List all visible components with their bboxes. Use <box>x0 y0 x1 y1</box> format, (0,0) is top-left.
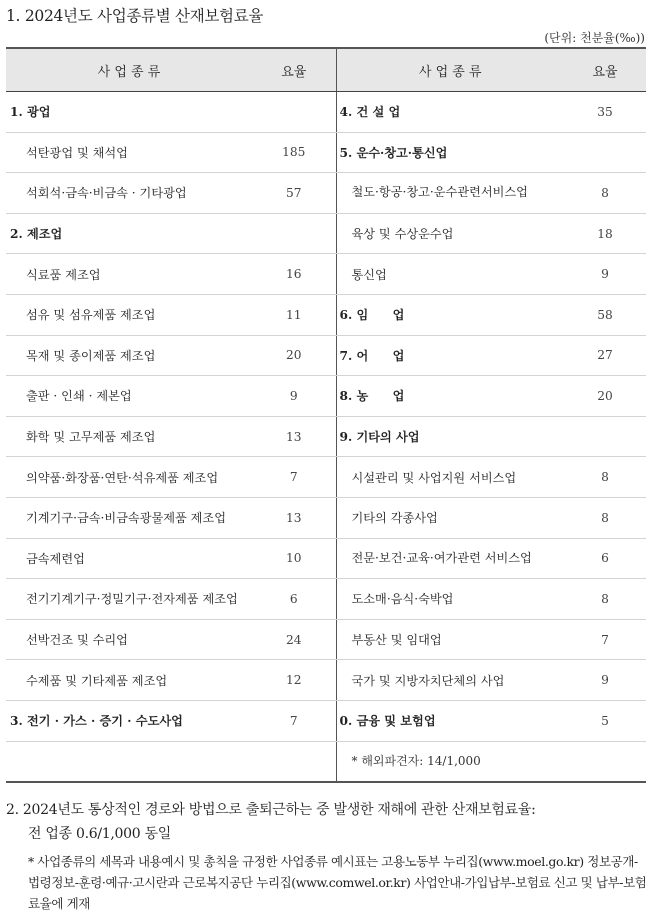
right-category-cell <box>336 294 564 335</box>
left-rate-cell <box>252 213 336 254</box>
subcategory-label: 전기기계기구·정밀기구·전자제품 제조업 <box>26 592 238 607</box>
right-rate-cell: 8 <box>564 173 646 214</box>
left-category-cell <box>6 173 252 214</box>
subcategory-label: 출판 · 인쇄 · 제본업 <box>26 389 132 404</box>
header-rate-left: 요율 <box>252 48 336 92</box>
category-label: 1. 광업 <box>10 105 51 120</box>
left-rate-cell: 13 <box>252 416 336 457</box>
category-label: 0. 금융 및 보험업 <box>339 714 436 729</box>
right-rate-cell: 20 <box>564 376 646 417</box>
right-rate-cell: 35 <box>564 92 646 133</box>
table-row <box>6 619 646 660</box>
left-category-cell <box>6 376 252 417</box>
right-rate-cell: 9 <box>564 254 646 295</box>
subcategory-label: 석회석·금속·비금속 · 기타광업 <box>26 186 187 201</box>
left-rate-cell: 11 <box>252 294 336 335</box>
section-2-heading: 2. 2024년도 통상적인 경로와 방법으로 출퇴근하는 중 발생한 재해에 관한 산재보험료율: <box>6 802 536 818</box>
left-rate-cell: 6 <box>252 579 336 620</box>
subcategory-label: 도소매·음식·숙박업 <box>351 592 454 607</box>
left-category-cell <box>6 213 252 254</box>
right-rate-cell: 8 <box>564 497 646 538</box>
left-rate-cell: 7 <box>252 700 336 741</box>
right-category-cell <box>336 538 564 579</box>
subcategory-label: 육상 및 수상운수업 <box>351 227 454 242</box>
subcategory-label: 시설관리 및 사업지원 서비스업 <box>351 470 517 485</box>
unit-label: (단위: 천분율(‰)) <box>544 31 645 45</box>
left-category-cell <box>6 538 252 579</box>
right-rate-cell: 7 <box>564 619 646 660</box>
right-rate-cell: 9 <box>564 660 646 701</box>
subcategory-label: 화학 및 고무제품 제조업 <box>26 430 156 445</box>
right-rate-cell <box>564 416 646 457</box>
subcategory-label: 석탄광업 및 채석업 <box>26 145 128 160</box>
category-label: 5. 운수·창고·통신업 <box>339 145 448 160</box>
table-row <box>6 254 646 295</box>
left-category-cell <box>6 497 252 538</box>
category-label: 3. 전기 · 가스 · 증기 · 수도사업 <box>10 714 183 729</box>
right-category-cell <box>336 213 564 254</box>
right-category-cell <box>336 416 564 457</box>
right-category-cell <box>336 741 564 782</box>
rates-table <box>6 47 646 783</box>
left-category-cell <box>6 416 252 457</box>
right-category-cell <box>336 579 564 620</box>
table-row <box>6 457 646 498</box>
left-rate-cell <box>252 741 336 782</box>
subcategory-label: 섬유 및 섬유제품 제조업 <box>26 308 156 323</box>
left-category-cell <box>6 700 252 741</box>
left-category-cell <box>6 335 252 376</box>
subcategory-label: 수제품 및 기타제품 제조업 <box>26 673 168 688</box>
category-label: 6. 임 업 <box>339 308 405 323</box>
left-rate-cell: 13 <box>252 497 336 538</box>
right-rate-cell: 6 <box>564 538 646 579</box>
left-category-cell <box>6 660 252 701</box>
left-rate-cell: 10 <box>252 538 336 579</box>
subcategory-label: 의약품·화장품·연탄·석유제품 제조업 <box>26 470 219 485</box>
right-category-cell <box>336 376 564 417</box>
left-rate-cell: 12 <box>252 660 336 701</box>
subcategory-label: 통신업 <box>351 267 387 282</box>
left-rate-cell: 7 <box>252 457 336 498</box>
subcategory-label: 선박건조 및 수리업 <box>26 633 128 648</box>
footnote: * 사업종류의 세목과 내용예시 및 총칙을 규정한 사업종류 예시표는 고용노동부 누리집(www.moel.go.kr) 정보공개-법령정보-훈령·예규·고시란과 근로복지공단 누리집(www.comwel.or.kr) 사업안내-가입납부-보험료 신고 및 납부-보험료율에 게재 <box>28 854 647 911</box>
right-rate-cell: 58 <box>564 294 646 335</box>
left-category-cell <box>6 579 252 620</box>
right-category-cell <box>336 254 564 295</box>
section-2-rate: 전 업종 0.6/1,000 동일 <box>28 826 171 842</box>
right-category-cell <box>336 700 564 741</box>
table-row <box>6 497 646 538</box>
category-label: 9. 기타의 사업 <box>339 430 420 445</box>
right-rate-cell: 5 <box>564 700 646 741</box>
left-category-cell <box>6 92 252 133</box>
page-title: 1. 2024년도 사업종류별 산재보험료율 <box>6 7 264 25</box>
left-rate-cell <box>252 92 336 133</box>
header-category-right: 사 업 종 류 <box>336 48 564 92</box>
table-row <box>6 294 646 335</box>
table-body <box>6 92 646 783</box>
right-category-cell <box>336 457 564 498</box>
section-2 <box>6 798 656 846</box>
left-category-cell <box>6 254 252 295</box>
category-label: 8. 농 업 <box>339 389 405 404</box>
right-category-cell <box>336 619 564 660</box>
table-header-row <box>6 48 646 92</box>
subcategory-label: 기타의 각종사업 <box>351 511 438 526</box>
table-row <box>6 335 646 376</box>
right-category-cell <box>336 497 564 538</box>
right-category-cell <box>336 92 564 133</box>
subcategory-label: 철도·항공·창고·운수관련서비스업 <box>351 185 528 200</box>
left-rate-cell: 9 <box>252 376 336 417</box>
category-label: 7. 어 업 <box>339 348 405 363</box>
left-category-cell <box>6 741 252 782</box>
table-row <box>6 538 646 579</box>
subcategory-label: 국가 및 지방자치단체의 사업 <box>351 673 505 688</box>
subcategory-label: 식료품 제조업 <box>26 267 101 282</box>
table-row <box>6 741 646 782</box>
left-rate-cell: 16 <box>252 254 336 295</box>
right-rate-cell <box>564 741 646 782</box>
table-row <box>6 579 646 620</box>
right-rate-cell: 8 <box>564 579 646 620</box>
left-rate-cell: 24 <box>252 619 336 660</box>
category-label: 2. 제조업 <box>10 227 63 242</box>
table-row <box>6 213 646 254</box>
subcategory-label: 부동산 및 임대업 <box>351 633 442 648</box>
table-row <box>6 416 646 457</box>
overseas-note: * 해외파견자: 14/1,000 <box>351 753 481 768</box>
right-category-cell <box>336 173 564 214</box>
category-label: 4. 건 설 업 <box>339 105 401 120</box>
left-category-cell <box>6 619 252 660</box>
table-row <box>6 132 646 173</box>
right-rate-cell: 18 <box>564 213 646 254</box>
right-rate-cell: 27 <box>564 335 646 376</box>
right-rate-cell: 8 <box>564 457 646 498</box>
subcategory-label: 기계기구·금속·비금속광물제품 제조업 <box>26 511 226 526</box>
table-row <box>6 376 646 417</box>
right-rate-cell <box>564 132 646 173</box>
right-category-cell <box>336 660 564 701</box>
header-rate-right: 요율 <box>564 48 646 92</box>
left-category-cell <box>6 294 252 335</box>
table-row <box>6 173 646 214</box>
table-row <box>6 660 646 701</box>
left-rate-cell: 185 <box>252 132 336 173</box>
subcategory-label: 목재 및 종이제품 제조업 <box>26 348 156 363</box>
left-rate-cell: 57 <box>252 173 336 214</box>
left-category-cell <box>6 132 252 173</box>
subcategory-label: 금속제련업 <box>26 551 85 566</box>
right-category-cell <box>336 132 564 173</box>
header-category-left: 사 업 종 류 <box>6 48 252 92</box>
right-category-cell <box>336 335 564 376</box>
table-row <box>6 92 646 133</box>
left-category-cell <box>6 457 252 498</box>
subcategory-label: 전문·보건·교육·여가관련 서비스업 <box>351 550 532 565</box>
left-rate-cell: 20 <box>252 335 336 376</box>
table-row <box>6 700 646 741</box>
